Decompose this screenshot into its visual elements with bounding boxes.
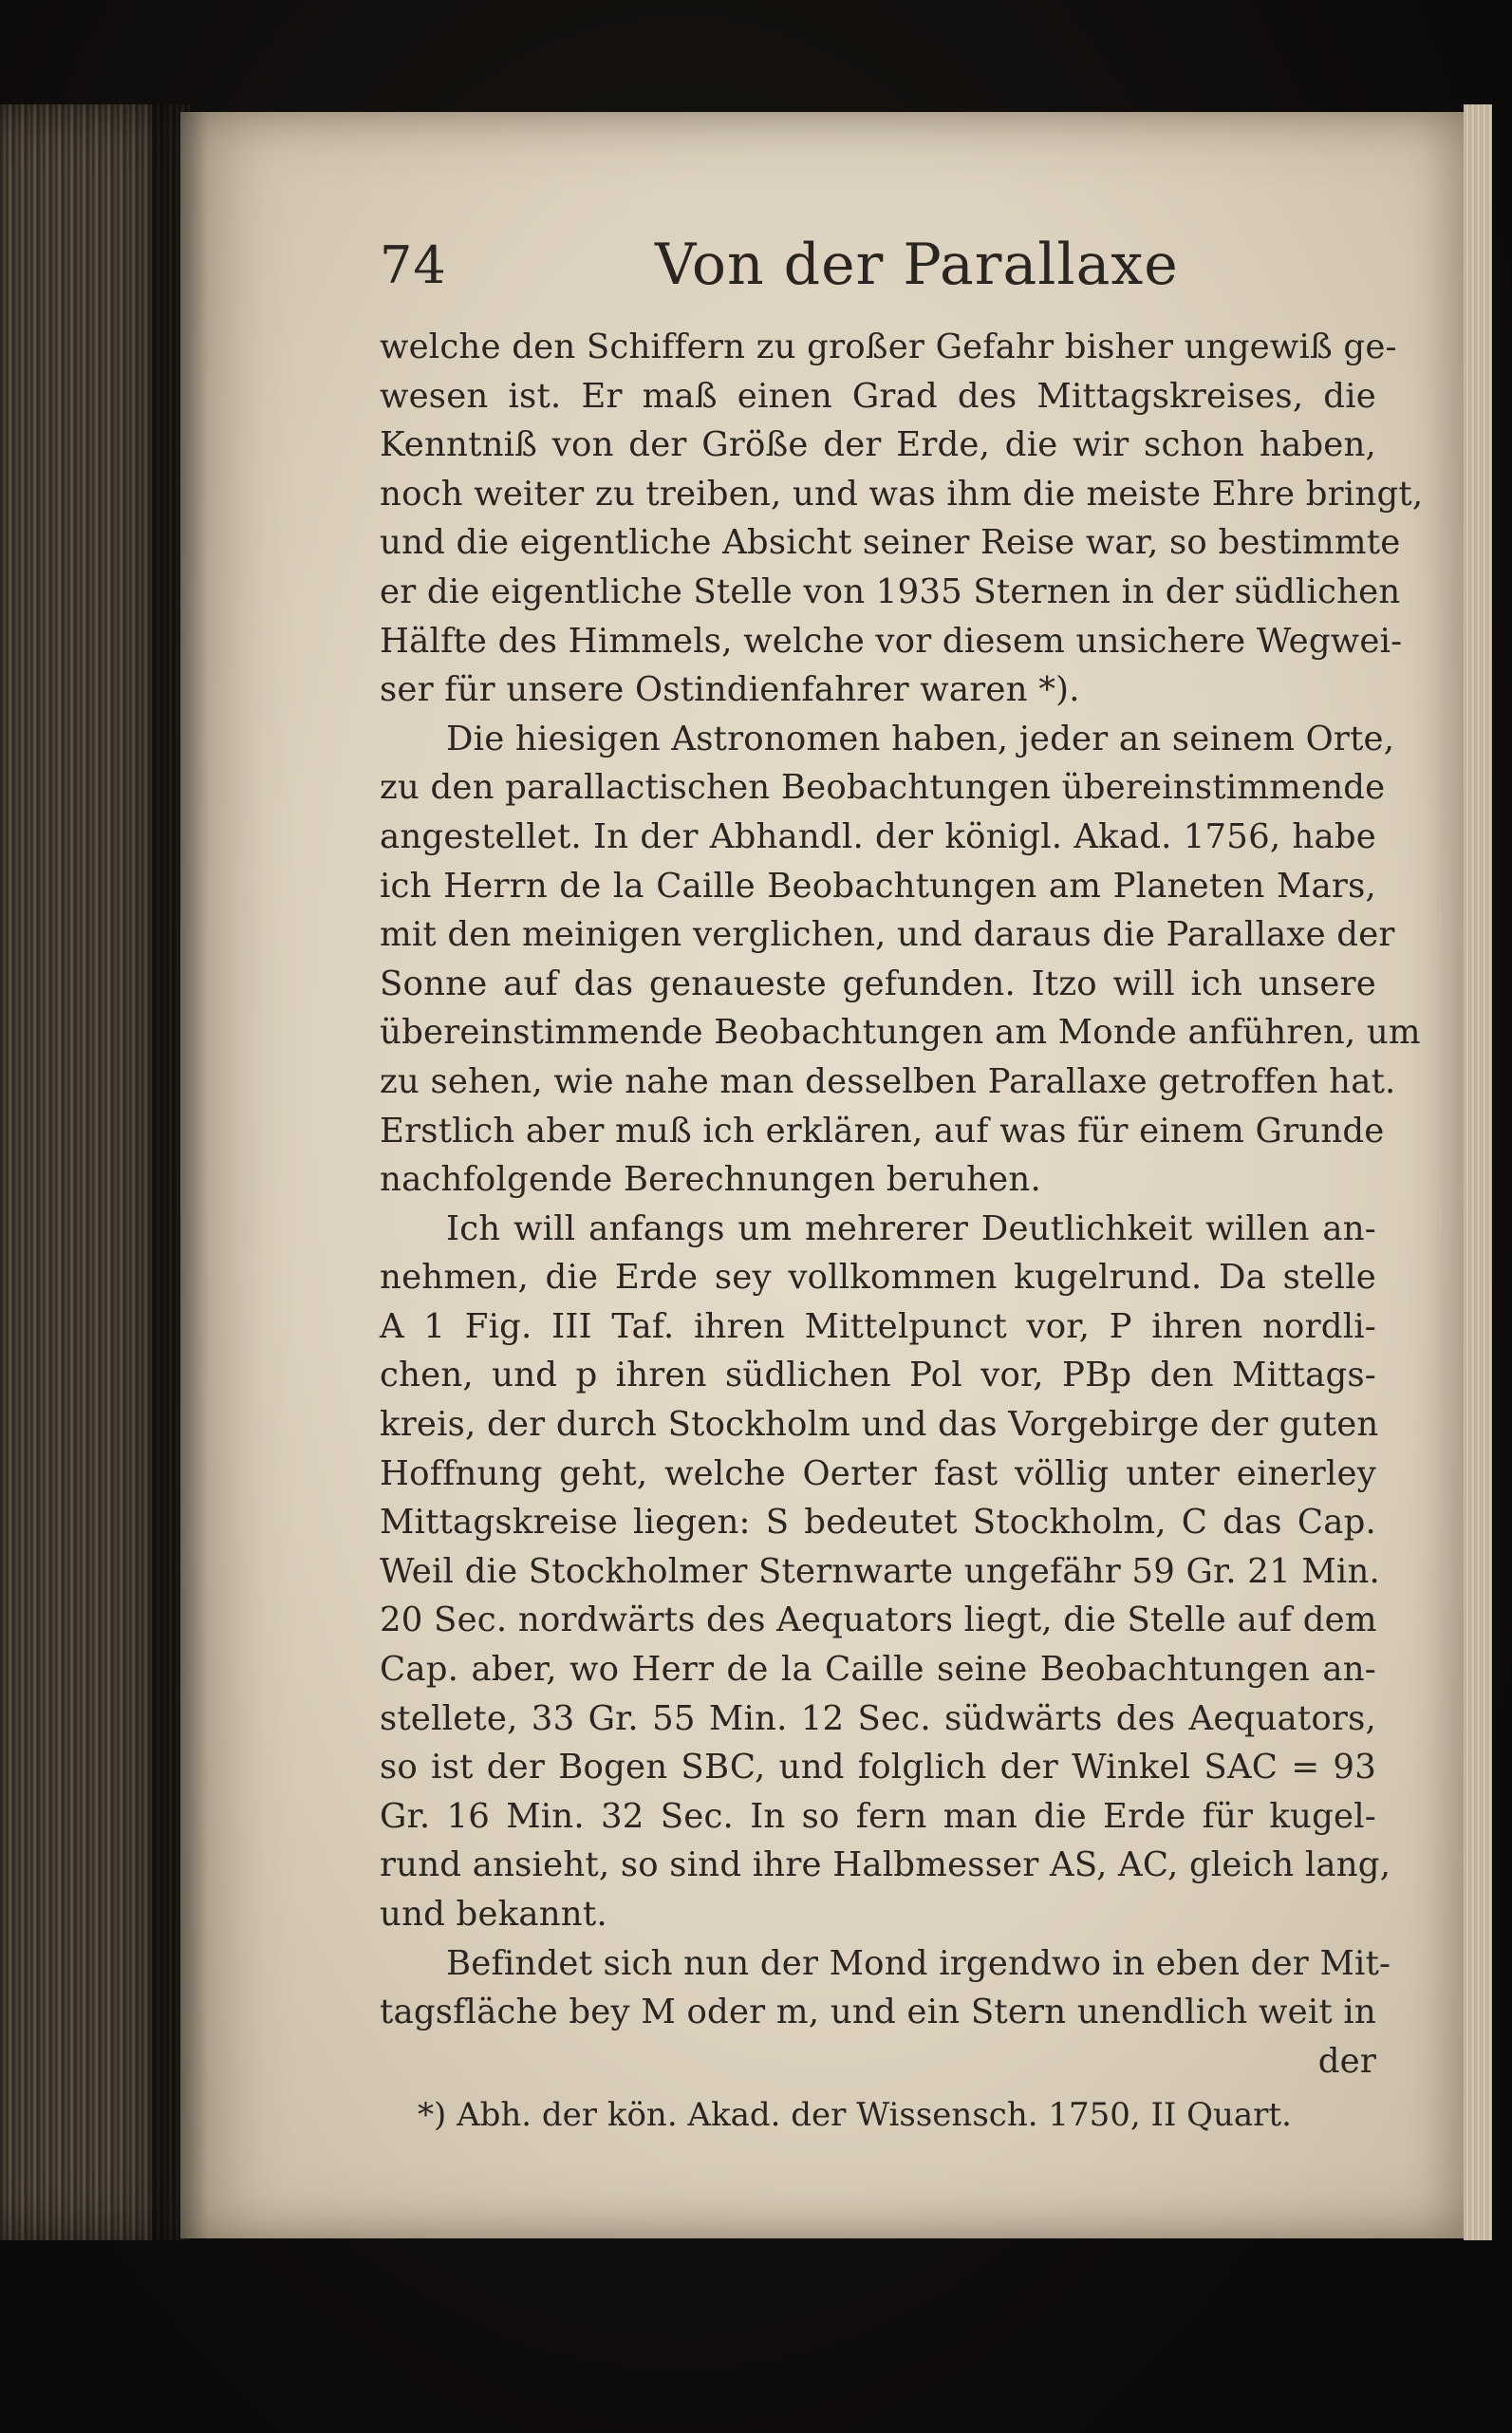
- page-number: 74: [380, 235, 447, 295]
- text-line: nachfolgende Berechnungen beruhen.: [380, 1160, 1041, 1200]
- paragraph-start: Die hiesigen Astronomen haben, jeder an seinem Orte,: [446, 719, 1395, 758]
- body-text: [380, 323, 1424, 2086]
- text-line: zu sehen, wie nahe man desselben Parallaxe getroffen hat.: [380, 1061, 1396, 1101]
- right-page-edges: [1464, 104, 1492, 2240]
- text-line: so ist der Bogen SBC, und folglich der Winkel SAC = 93: [380, 1748, 1376, 1787]
- paragraph-start: Befindet sich nun der Mond irgendwo in eben der Mit-: [446, 1943, 1391, 1983]
- text-line: angestellet. In der Abhandl. der königl. Akad. 1756, habe: [380, 816, 1376, 856]
- text-line: Mittagskreise liegen: S bedeutet Stockholm, C das Cap.: [380, 1503, 1376, 1543]
- text-line: stellete, 33 Gr. 55 Min. 12 Sec. südwärts des Aequators,: [380, 1698, 1376, 1738]
- page-content: [380, 228, 1424, 2139]
- running-head: Von der Parallaxe: [655, 232, 1179, 298]
- text-line: er die eigentliche Stelle von 1935 Sternen in der südlichen: [380, 571, 1401, 611]
- text-line: nehmen, die Erde sey vollkommen kugelrund. Da stelle: [380, 1258, 1376, 1298]
- text-line: Sonne auf das genaueste gefunden. Itzo will ich unsere: [380, 964, 1376, 1003]
- footnote: *) Abh. der kön. Akad. der Wissensch. 1750, II Quart.: [418, 2096, 1292, 2135]
- text-line: chen, und p ihren südlichen Pol vor, PBp den Mittags-: [380, 1356, 1376, 1395]
- text-line: A 1 Fig. III Taf. ihren Mittelpunct vor, P ihren nordli-: [380, 1306, 1376, 1346]
- text-line: zu den parallactischen Beobachtungen übereinstimmende: [380, 768, 1386, 808]
- text-line: mit den meinigen verglichen, und daraus die Parallaxe der: [380, 915, 1395, 955]
- text-line: rund ansieht, so sind ihre Halbmesser AS, AC, gleich lang,: [380, 1845, 1391, 1885]
- text-line: Weil die Stockholmer Sternwarte ungefähr 59 Gr. 21 Min.: [380, 1551, 1380, 1591]
- text-line: tagsfläche bey M oder m, und ein Stern unendlich weit in: [380, 1993, 1376, 2032]
- text-line: 20 Sec. nordwärts des Aequators liegt, die Stelle auf dem: [380, 1600, 1377, 1640]
- paragraph-start: Ich will anfangs um mehrerer Deutlichkeit willen an-: [446, 1208, 1376, 1248]
- text-line: kreis, der durch Stockholm und das Vorgebirge der guten: [380, 1405, 1379, 1445]
- text-line: ser für unsere Ostindienfahrer waren *).: [380, 670, 1080, 710]
- text-line: welche den Schiffern zu großer Gefahr bisher ungewiß ge-: [380, 328, 1397, 366]
- text-line: ich Herrn de la Caille Beobachtungen am Planeten Mars,: [380, 866, 1376, 906]
- text-line: und die eigentliche Absicht seiner Reise war, so bestimmte: [380, 523, 1401, 563]
- text-line: Cap. aber, wo Herr de la Caille seine Beobachtungen an-: [380, 1650, 1376, 1690]
- text-line: und bekannt.: [380, 1895, 607, 1934]
- text-line: übereinstimmende Beobachtungen am Monde anführen, um: [380, 1013, 1421, 1053]
- text-line: wesen ist. Er maß einen Grad des Mittagskreises, die: [380, 376, 1376, 416]
- page-header: [380, 228, 1376, 323]
- text-line: Hoffnung geht, welche Oerter fast völlig unter einerley: [380, 1453, 1376, 1493]
- catchword: der: [1317, 2041, 1376, 2081]
- text-line: noch weiter zu treiben, und was ihm die meiste Ehre bringt,: [380, 474, 1424, 514]
- text-line: Gr. 16 Min. 32 Sec. In so fern man die Erde für kugel-: [380, 1796, 1376, 1836]
- gutter-shadow: [152, 104, 209, 2240]
- text-line: Erstlich aber muß ich erklären, auf was für einem Grunde: [380, 1111, 1385, 1151]
- text-line: Kenntniß von der Größe der Erde, die wir schon haben,: [380, 425, 1376, 465]
- text-line: Hälfte des Himmels, welche vor diesem unsichere Wegwei-: [380, 621, 1403, 661]
